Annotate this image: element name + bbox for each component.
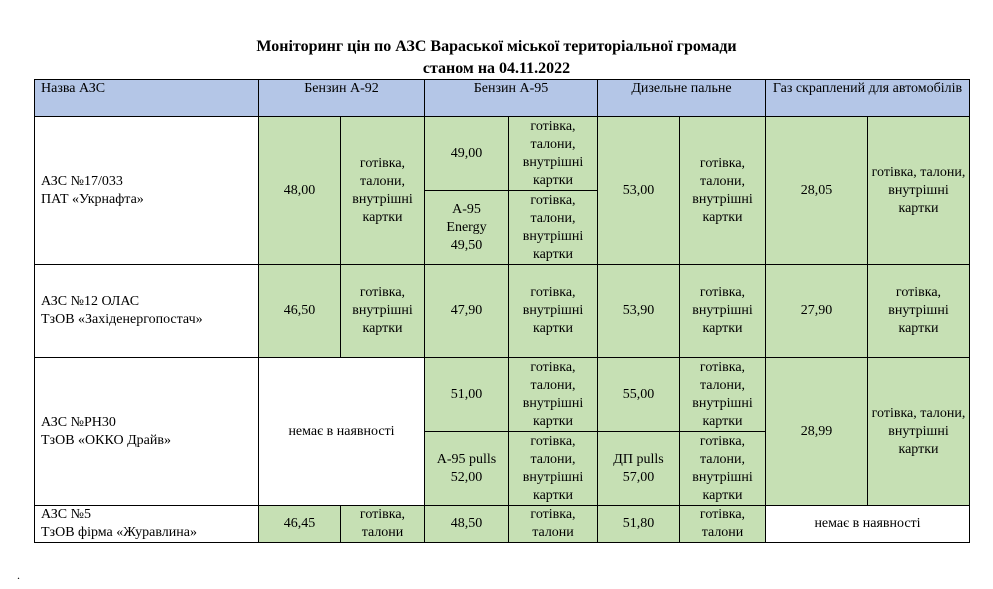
page-title: Моніторинг цін по АЗС Вараської міської територіальної громади [256,38,737,55]
diesel-pulls-payment: готівка, талони, внутрішні картки [680,432,766,506]
a92-payment: готівка, внутрішні картки [341,265,425,358]
diesel-payment: готівка, талони, внутрішні картки [680,358,766,432]
a95-price: 49,00 [425,117,509,191]
header-a92: Бензин А-92 [259,80,425,117]
a95-payment: готівка, талони, внутрішні картки [509,117,598,191]
table-row [35,506,970,543]
diesel-price: 51,80 [598,506,680,543]
a95-price: 51,00 [425,358,509,432]
a95-pulls-price: А-95 pulls 52,00 [425,432,509,506]
header-gas: Газ скраплений для автомобілів [766,80,970,117]
station-company: ТзОВ «ОККО Драйв» [41,432,171,448]
station-name-cell [35,265,259,358]
diesel-pulls-price: ДП pulls 57,00 [598,432,680,506]
gas-payment: готівка, внутрішні картки [868,265,970,358]
station-number: АЗС №5 [41,507,91,522]
table-row [35,265,970,358]
a95-energy-payment: готівка, талони, внутрішні картки [509,191,598,265]
table-row [35,117,970,191]
a92-not-available: немає в наявності [259,358,425,506]
station-company: ПАТ «Укрнафта» [41,191,144,207]
station-name-cell [35,358,259,506]
station-name-cell [35,506,259,543]
gas-price: 28,05 [766,117,868,265]
header-name: Назва АЗС [35,80,259,117]
diesel-payment: готівка, внутрішні картки [680,265,766,358]
diesel-price: 53,00 [598,117,680,265]
station-name-cell [35,117,259,265]
a95-price: 48,50 [425,506,509,543]
a92-payment: готівка, талони [341,506,425,543]
page-subtitle-date: станом на 04.11.2022 [422,60,571,77]
gas-price: 28,99 [766,358,868,506]
gas-price: 27,90 [766,265,868,358]
header-diesel: Дизельне пальне [598,80,766,117]
a92-price: 46,50 [259,265,341,358]
a92-price: 46,45 [259,506,341,543]
table-row [35,358,970,432]
a95-payment: готівка, талони [509,506,598,543]
a95-price: 47,90 [425,265,509,358]
station-number: АЗС №РН30 [41,414,116,430]
diesel-price: 53,90 [598,265,680,358]
diesel-payment: готівка, талони, внутрішні картки [680,117,766,265]
footnote-dot: . [17,568,20,582]
station-company: ТзОВ «Західенергопостач» [41,312,203,327]
a92-price: 48,00 [259,117,341,265]
a95-payment: готівка, талони, внутрішні картки [509,358,598,432]
station-number: АЗС №17/033 [41,173,123,189]
station-number: АЗС №12 ОЛАС [41,294,140,309]
gas-not-available: немає в наявності [766,506,970,543]
a95-pulls-payment: готівка, талони, внутрішні картки [509,432,598,506]
prices-table [34,79,970,543]
header-row [35,80,970,117]
station-company: ТзОВ фірма «Журавлина» [41,525,197,540]
a95-payment: готівка, внутрішні картки [509,265,598,358]
a92-payment: готівка, талони, внутрішні картки [341,117,425,265]
gas-payment: готівка, талони, внутрішні картки [868,358,970,506]
gas-payment: готівка, талони, внутрішні картки [868,117,970,265]
diesel-payment: готівка, талони [680,506,766,543]
diesel-price: 55,00 [598,358,680,432]
a95-energy-price: А-95 Energy 49,50 [425,191,509,265]
header-a95: Бензин А-95 [425,80,598,117]
